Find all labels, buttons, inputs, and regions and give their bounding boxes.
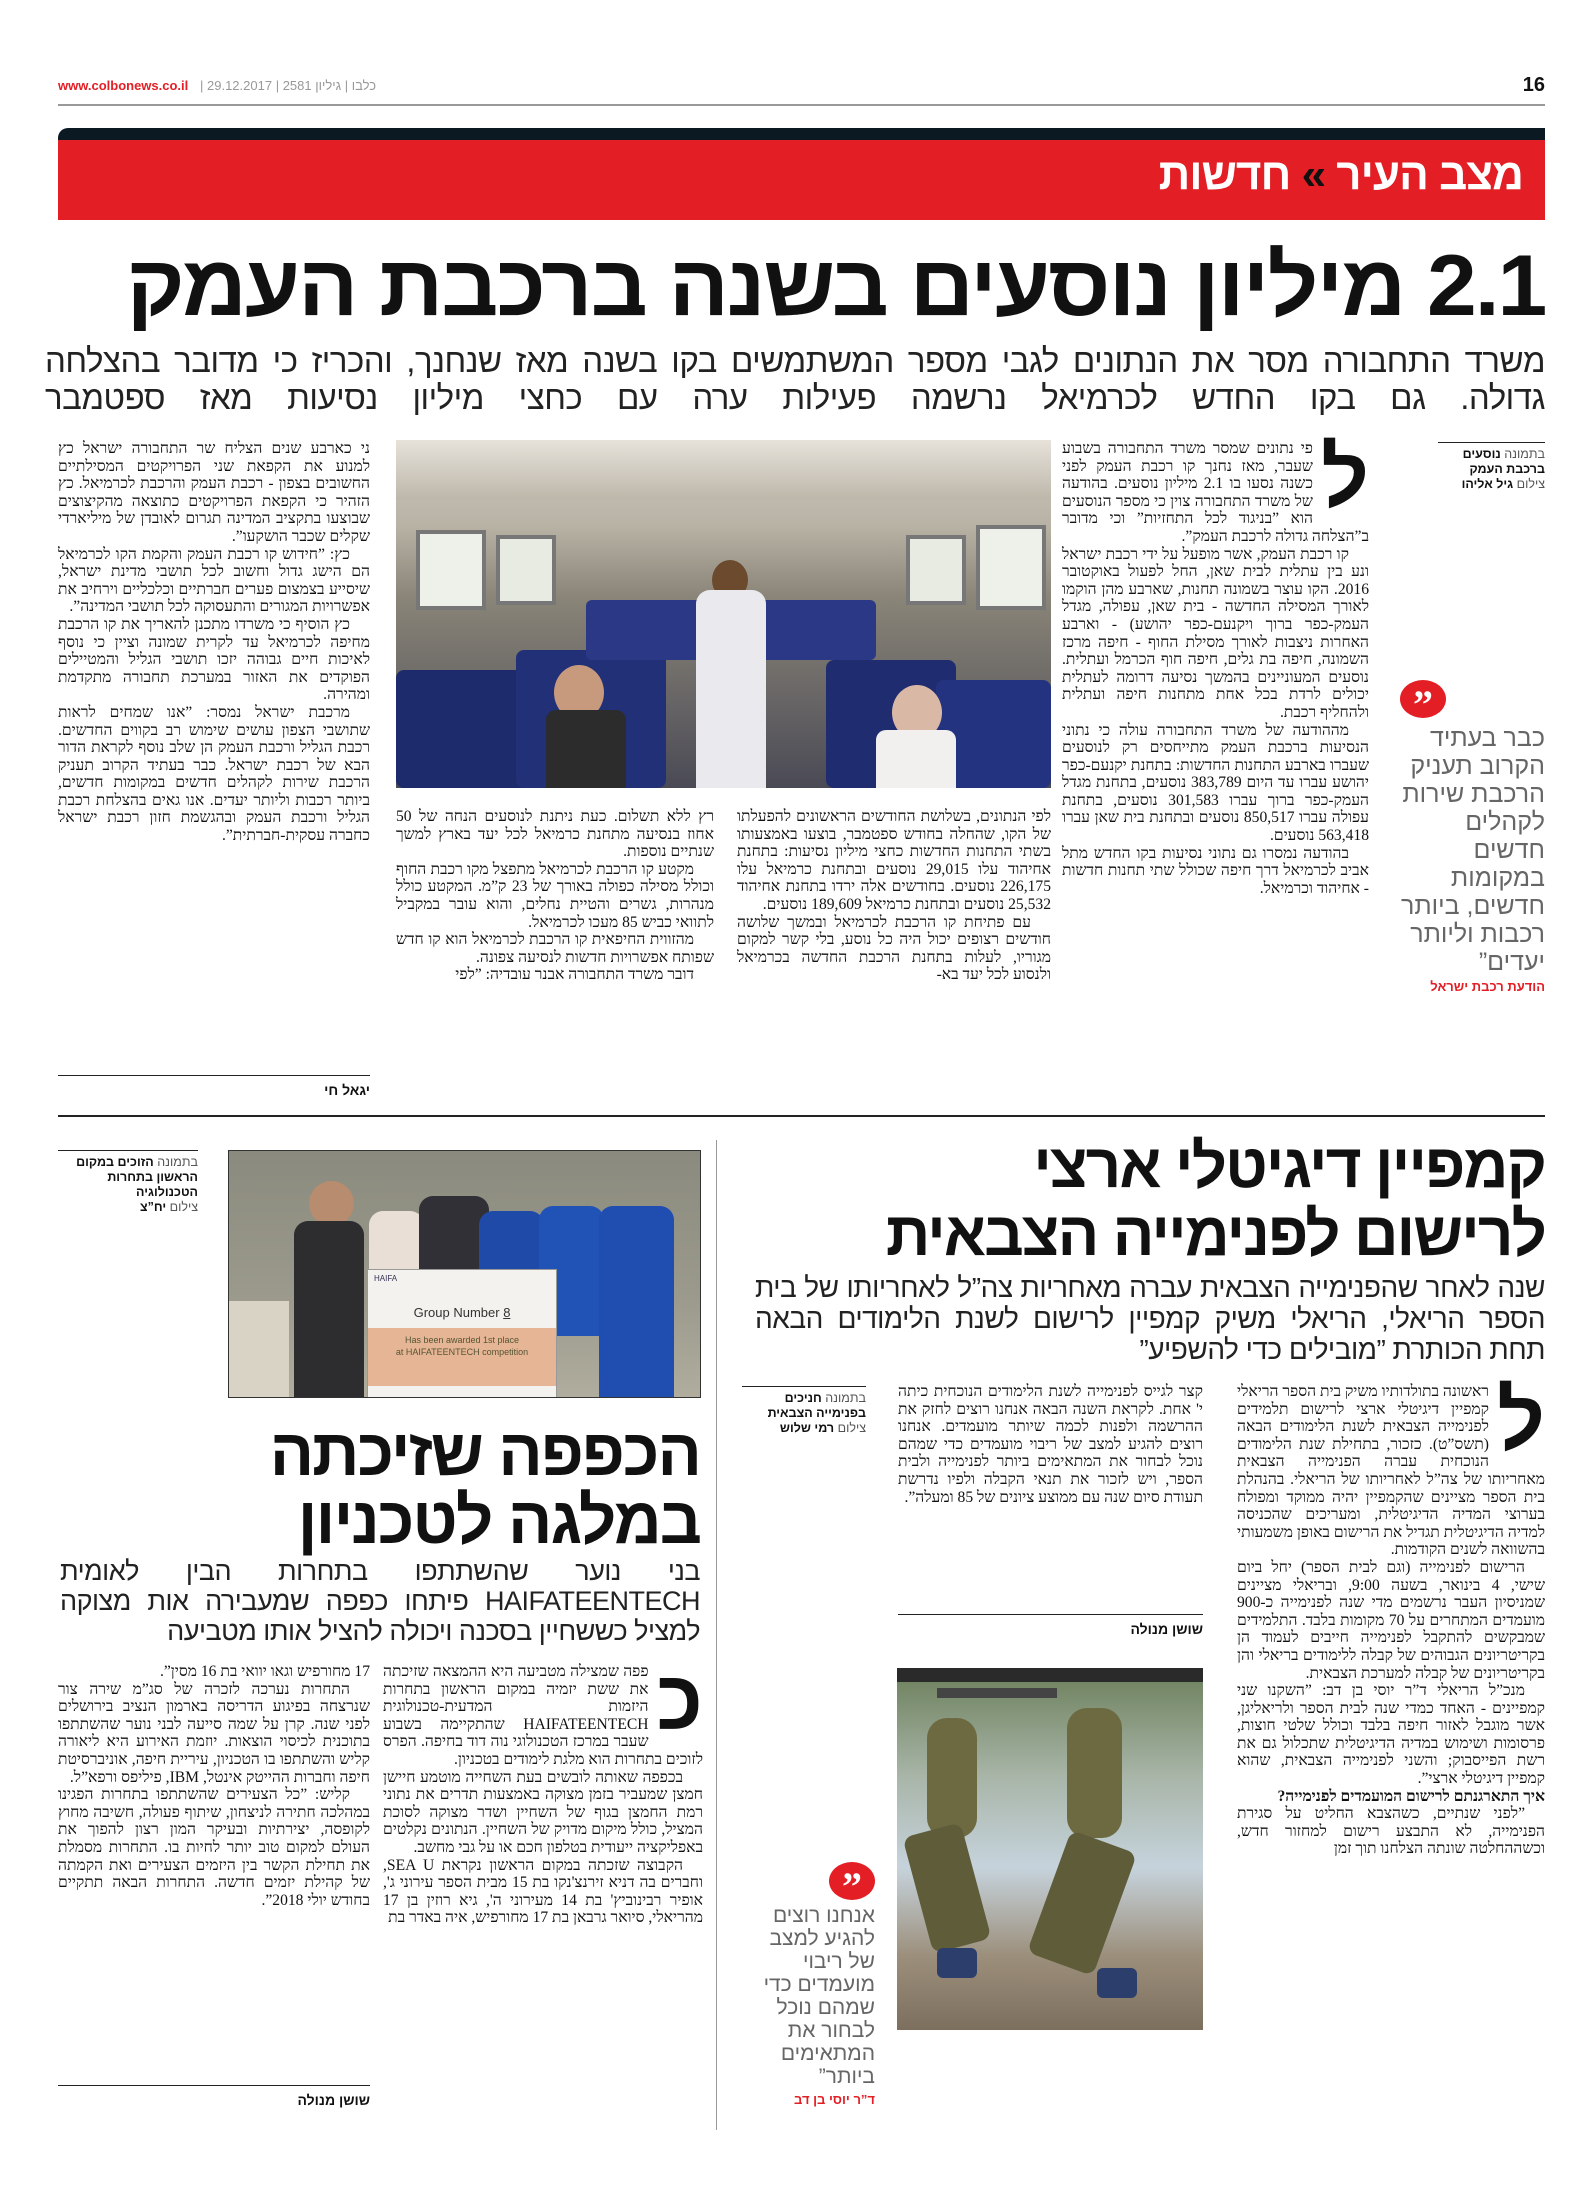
paragraph: קו רכבת העמק, אשר מופעל על ידי רכבת ישראל ונע בין עתלית לבית שאן, החל לפעול באוקטובר 2016. הקו עוצר בשמונה תחנות, שארבע מהן הוקמו לאורך המסילה החדשה - בית שאן, עפולה, מגדל העמק-כפר ברוך ויקנעם-כפר יהושע) - וארבע האחרות ניצבות לאורך מסילת החוף - חיפה מרכז השמונה, חיפה בת גלים, חיפה חוף הכרמל ועתלית. נוסעים המעוניינים בהמשך נסיעה דרומה לעתלית יכולים לרדת בכל אחת מתחנות חיפה ועתלית ולהחליף רכבת. [1062, 545, 1369, 721]
issue-meta: | כלבו | גיליון 2581 | 29.12.2017 [200, 78, 377, 93]
paragraph: התחרות נערכה לזכרה של סג”מ שירה צור שנרצחה בפיגוע הדריסה בארמון הנציב בירושלים לפני שנה. קרן על שמה סייעה לבני נוער שהשתתפו בתוכנית לכיסוי הוצאות. יוזמת האירוע היא ליאורה קליש והשתתפו בו הטכניון, עיריית חיפה, אוניברסיטת חיפה וחברות ההייטק אינטל, IBM, פיליפס ורפא”ל. [58, 1680, 370, 1786]
caption-credit: גיל אליהו [1461, 477, 1514, 491]
sign-logo: HAIFA [374, 1274, 398, 1283]
caption-subject: חניכים בפנימייה הצבאית [767, 1391, 866, 1420]
interview-subhead: איך התארגנתם לרישום המועמדים לפנימייה? [1277, 1787, 1545, 1805]
pull-quote-text: אנחנו רוצים להגיע למצב של ריבוי מועמדים כדי שמהם נוכל לבחור את המתאימים ביותר” [763, 1904, 875, 2088]
military-headline-line1: קמפיין דיגיטלי ארצי [1033, 1132, 1545, 1201]
military-column-1 [1237, 1373, 1546, 1858]
section-band [58, 128, 1545, 220]
site-url[interactable]: www.colbonews.co.il [58, 78, 189, 93]
sign-group-label: Group Number [413, 1305, 500, 1320]
pull-quote-attribution: הודעת רכבת ישראל [1430, 979, 1545, 994]
column-divider [716, 1140, 717, 2130]
paragraph: ראשונה בתולדותיו משיק בית הספר הריאלי קמפיין דיגיטלי ארצי לרישום תלמידים לפנימייה הצבאית לשנת הלימודים הבאה (תשס”ט). כזכור, בתחילת שנת הלימודים הנוכחית עברה הפנימייה הצבאית מאחריותו של צה”ל לאחריותו של הריאלי. בהנהלת בית הספר מציינים שהקמפיין יהיה ממוקד ומפולח בערוצי המדיה הדיגיטלית, ומעריכים שהכניסה למדיה הדיגיטלית תגדיל את הרישום באופן משמעותי בהשוואה לשנים הקודמות. [1237, 1383, 1545, 1559]
caption-label: בתמונה [1504, 447, 1545, 461]
section-category[interactable]: חדשות [1158, 150, 1291, 199]
article-column-2 [737, 808, 1051, 984]
drop-cap: ל [1320, 430, 1369, 524]
caption-credit: רמי שלוש [779, 1421, 835, 1435]
photo-caption-train [1438, 442, 1545, 492]
quote-icon: ” [829, 1862, 875, 1900]
section-name[interactable]: מצב העיר [1336, 150, 1523, 199]
byline-glove: שושן מנולה [58, 2085, 370, 2108]
pull-quote-military [745, 1862, 875, 2107]
glove-headline-line2: במלגה לטכניון [297, 1483, 700, 1557]
drop-cap: כ [656, 1653, 703, 1747]
paragraph: בהודעה נמסרו גם נתוני נסיעות בקו החדש מתל אביב לכרמיאל דרך חיפה שכולל שתי תחנות חדשות - אחיהוד וכרמיאל. [1062, 844, 1369, 897]
paragraph: מהזווית החיפאית קו הרכבת לכרמיאל הוא קו חדש שפותח אפשרויות חדשות לנסיעה צפונה. [396, 931, 714, 966]
caption-credit: יח”צ [139, 1200, 167, 1214]
section-divider [58, 1115, 1545, 1117]
glove-headline-line1: הכפפה שזיכתה [269, 1415, 700, 1489]
caption-label: בתמונה [825, 1391, 866, 1405]
military-subtitle: שנה לאחר שהפנימייה הצבאית עברה מאחריות צה”ל לאחריותו של בית הספר הריאלי, הריאלי משיק קמפיין לרישום לשנת הלימודים הבאה תחת הכותרת ”מובילים כדי להשפיע” [755, 1272, 1545, 1365]
sign-competition: at HAIFATEENTECH competition [395, 1347, 529, 1357]
paragraph: דובר משרד התחבורה אבנר עובדיה: ”לפי [455, 966, 694, 984]
paragraph: מרכבת ישראל נמסר: ”אנו שמחים לראות שתושבי הצפון עושים שימוש רב בקווים החדשים. רכבת הגליל ורכבת העמק הן שלב נוסף לקראת הדור הבא של רכבת ישראל. כבר בעתיד הקרוב תעניק הרכבת שירות לקהלים חדשים במקומות חדשים, ביותר רכבות וליותר יעדים. אנו גאים בהצלחת רכבת הגליל ורכבת העמק ובהגשמת חזון רכבת ישראל כחברה עסקית-חברתית”. [58, 703, 370, 845]
paragraph: כץ הוסיף כי משרדו מתכנן להאריך את קו הרכבת מחיפה לכרמיאל עד לקרית שמונה וציין כי נוסף לאיכות חיים גבוהה יזכו תושבי הגליל והמטיילים הפוקדים את האזור במערכת תחבורה מתקדמת ומהירה. [58, 615, 370, 704]
article-column-4 [58, 440, 370, 845]
article-column-1 [1062, 430, 1369, 897]
quote-icon: ” [1400, 680, 1446, 718]
paragraph: רץ ללא תשלום. כעת ניתנת לנוסעים הנחה של 50 אחוז בנסיעה מתחנת כרמיאל לכל יעד בארץ למשך שנתיים נוספות. [396, 808, 714, 861]
glove-column-1 [383, 1653, 703, 1927]
paragraph: הרישום לפנימייה (וגם לבית הספר) יחל ביום שישי, 4 בינואר, בשעה 9:00, ובריאלי מציינים שמניסיון העבר נרשמים מדי שנה לפנימייה כ-900 מועמדים המתחרים על 70 מקומות בלבד. התלמידים שמבקשים להתקבל לפנימייה חייבים לעמוד הן בקריטריונים הגבוהים של קבלה ללימודים בריאלי והן בקריטריונים של קבלה למערכת הצבאית. [1237, 1558, 1546, 1682]
sign-award: Has been awarded 1st place [404, 1335, 520, 1345]
paragraph: קליש: ”כל הצעירים שהשתתפו בתחרות הפגינו במהלכה חתירה לניצחון, שיתוף פעולה, חשיבה מחוץ לקופסה, יצירתיות ובעיקר המון רצון להפוך את העולם למקום טוב יותר לחיות בו. התחרות מסמלת את תחילת הקשר בין היזמים הצעירים ואת הקמתה של קהילת יזמים חדשה. התחרות הבאה תתקיים בחודש יולי 2018”. [58, 1786, 370, 1909]
glove-column-2 [58, 1663, 370, 1909]
main-headline: 2.1 מיליון נוסעים בשנה ברכבת העמק [126, 238, 1545, 334]
paragraph: מההודעה של משרד התחבורה עולה כי נתוני הנסיעות ברכבת העמק מתייחסים רק לנוסעים שעברו בארבע התחנות החדשות: בתחנת יקנעם-כפר יהושע עברו עד היום 383,789 נוסעים, בתחנת מגדל העמק-כפר ברוך עברו 301,583 נוסעים, בתחנת עפולה עברו 850,517 נוסעים ובתחנת בית שאן עברו 563,418 נוסעים. [1062, 721, 1369, 845]
pull-quote-text: כבר בעתיד הקרוב תעניק הרכבת שירות לקהלים חדשים במקומות חדשים, ביותר רכבות וליותר יעדים” [1401, 724, 1545, 976]
glove-subtitle: בני נוער שהשתתפו בתחרות הבין לאומית HAIFATEENTECH פיתחו כפפה שמעבירה אות מצוקה למציל כששחיין בסכנה ויכולה להציל אותו מטביעה [60, 1556, 700, 1646]
caption-subject: נוסעים ברכבת העמק [1462, 447, 1545, 476]
caption-credit-label: צילום [837, 1421, 866, 1435]
military-column-2 [898, 1383, 1203, 1506]
article-column-3 [396, 808, 714, 984]
paragraph: ני כארבע שנים הצליח שר התחבורה ישראל כץ למנוע את הקפאת שני הפרויקטים המסילתיים החשובים בצפון - רכבת העמק והרכבת לכרמיאל. כץ הזהיר כי הקפאת הפרויקטים כתוצאה מהקיצוצים שבוצעו בתקציב המדינה תגרום לאובדן של מיליארדי שקלים שכבר הושקעו”. [58, 440, 370, 545]
paragraph: קצר לגייס לפנימייה לשנת הלימודים הנוכחית כיתה י' אחת. לקראת השנה הבאה אנחנו רוצים לחזק את ההרשמה ולפנות לכמה שיותר מועמדים. אנחנו רוצים להגיע למצב של ריבוי מועמדים כדי שמהם נוכל לבחור את המתאימים ביותר לפנימייה ולבית הספר, ויש לזכור את תנאי הקבלה ולפיו נדרשת תעודת סיום שנה עם ממוצע ציונים של 85 ומעלה”. [898, 1383, 1203, 1506]
paragraph: בכפפה שאותה לובשים בעת השחייה מוטמע חיישן חמצן שמעביר בזמן מצוקה באמצעות תדרים את נתוני רמת החמצן בגוף של השחיין ושדר מצוקה לסוכת המציל, כולל מיקום מדויק של השחיין. הנתונים נקלטים באפליקציה ייעודית בטלפון חכם או על גבי מחשב. [383, 1768, 703, 1856]
paragraph: ”לפני שנתיים, כשהצבא החליט על סגירת הפנימייה, לא התבצע רישום למחזור חדש, וכשההחלטה שונתה הצלחנו תוך זמן [1237, 1805, 1545, 1858]
winners-photo [228, 1150, 701, 1398]
paragraph: עם פתיחת קו הרכבת לכרמיאל ובמשך שלושה חודשים רצופים יכול היה כל נוסע, בלי קשר למקום מגוריו, לעלות בתחנת הרכבת החדשה בכרמיאל ולנסוע לכל יעד בא- [737, 913, 1051, 984]
paragraph: פפה שמצילה מטביעה היא ההמצאה שזיכתה את ששת יזמיה במקום הראשון בתחרות היזמות המדעית-טכנולוגית HAIFATEENTECH שהתקיימה בשבוע שעבר במרכז הטכנולוגי נוה דוד בחיפה. הפרס לזוכים בתחרות הוא מלגת לימודים בטכניון. [383, 1663, 703, 1768]
paragraph: כץ: ”חידוש קו רכבת העמק והקמת הקו לכרמיאל הם הישג גדול וחשוב לכל תושבי מדינת ישראל, שיסייע בצמצום פערים חברתיים וכלכליים וירחיב את אפשרויות המגורים והתעסוקה לכל תושבי המדינה”. [58, 545, 370, 616]
paragraph: 17 מחורפיש וגאו יוואי בת 16 מסין”. [159, 1663, 370, 1680]
paragraph: הקבוצה שזכתה במקום הראשון נקראת SEA U, וחברים בה דניא זירנצ'נקו בת 15 מבית הספר עירוני ג', אופיר רבינוביץ' בת 14 מעירוני ה', גיא רוזין בן 17 מהריאלי, סיואר גרבאן בת 17 מחורפיש, איה באדר בת [383, 1856, 703, 1927]
pull-quote-attribution: ד”ר יוסי בן דב [794, 2092, 875, 2107]
byline-military: שושן מנולה [898, 1614, 1203, 1637]
paragraph: מקטע קו הרכבת לכרמיאל מתפצל מקו רכבת החוף וכולל מסילה כפולה באורך של 23 ק”מ. המקטע כולל מנהרות, גשרים והטיית נחלים, והוא עובר במקביל לתוואי כביש 85 מעכו לכרמיאל. [396, 860, 714, 931]
paragraph: מנכ”ל הריאלי ד”ר יוסי בן דב: ”השקנו שני קמפיינים - האחד כמדי שנה לבית הספר ולריאליגן, אשר מוגבל לאזור חיפה בלבד וכולל שלטי חוצות, פרסומות ושימוש במדיה הדיגיטלית שתכלול גם את רשת הפייסבוק; והשני לפנימייה הצבאית, שהוא קמפיין דיגיטלי ארצי”. [1237, 1682, 1545, 1788]
caption-label: בתמונה [157, 1155, 198, 1169]
paragraph: לפי הנתונים, בשלושת החודשים הראשונים להפעלתו של הקו, שהחלה בחודש ספטמבר, בוצעו באמצעותו בשתי התחנות החדשות כחצי מיליון נסיעות: בתחנת אחיהוד עלו 29,015 נוסעים ובתחנת כרמיאל עלו 226,175 נוסעים. בחודשים אלה ירדו בתחנת אחיהוד 25,532 נוסעים ובתחנת כרמיאל 189,609 נוסעים. [737, 808, 1051, 913]
photo-caption-military [742, 1386, 866, 1436]
page-number: 16 [1522, 74, 1545, 96]
military-headline-line2: לרישום לפנימייה הצבאית [885, 1200, 1545, 1269]
caption-credit-label: צילום [169, 1200, 198, 1214]
byline-top: יגאל חי [58, 1075, 370, 1098]
soldiers-photo [897, 1668, 1203, 2030]
main-subtitle: משרד התחבורה מסר את הנתונים לגבי מספר המשתמשים בקו בשנה מאז שנחנך, והכריז כי מדובר בהצלחה גדולה. גם בקו החדש לכרמיאל נרשמה פעילות ערה עם כחצי מיליון נסיעות מאז ספטמבר [45, 342, 1545, 416]
pull-quote-rail [1400, 680, 1545, 994]
train-interior-photo [396, 440, 1051, 788]
drop-cap: ל [1496, 1373, 1545, 1467]
paragraph: פי נתונים שמסר משרד התחבורה בשבוע שעבר, מאז נחנך קו רכבת העמק לפני כשנה נסעו בו 2.1 מיליון נוסעים. בהודעה של משרד התחבורה צוין כי מספר הנוסעים הוא ”בניגוד לכל התחזיות” וכי מדובר ב”הצלחה גדולה לרכבת העמק”. [1062, 440, 1369, 545]
section-separator-icon: » [1301, 150, 1326, 199]
award-sign [367, 1269, 557, 1398]
page-header [58, 74, 1545, 106]
caption-subject: הזוכים במקום הראשון בתחרות הטכנולוגיה [76, 1155, 198, 1199]
sign-group-number: 8 [503, 1305, 511, 1320]
photo-caption-glove [58, 1150, 198, 1215]
caption-credit-label: צילום [1516, 477, 1545, 491]
